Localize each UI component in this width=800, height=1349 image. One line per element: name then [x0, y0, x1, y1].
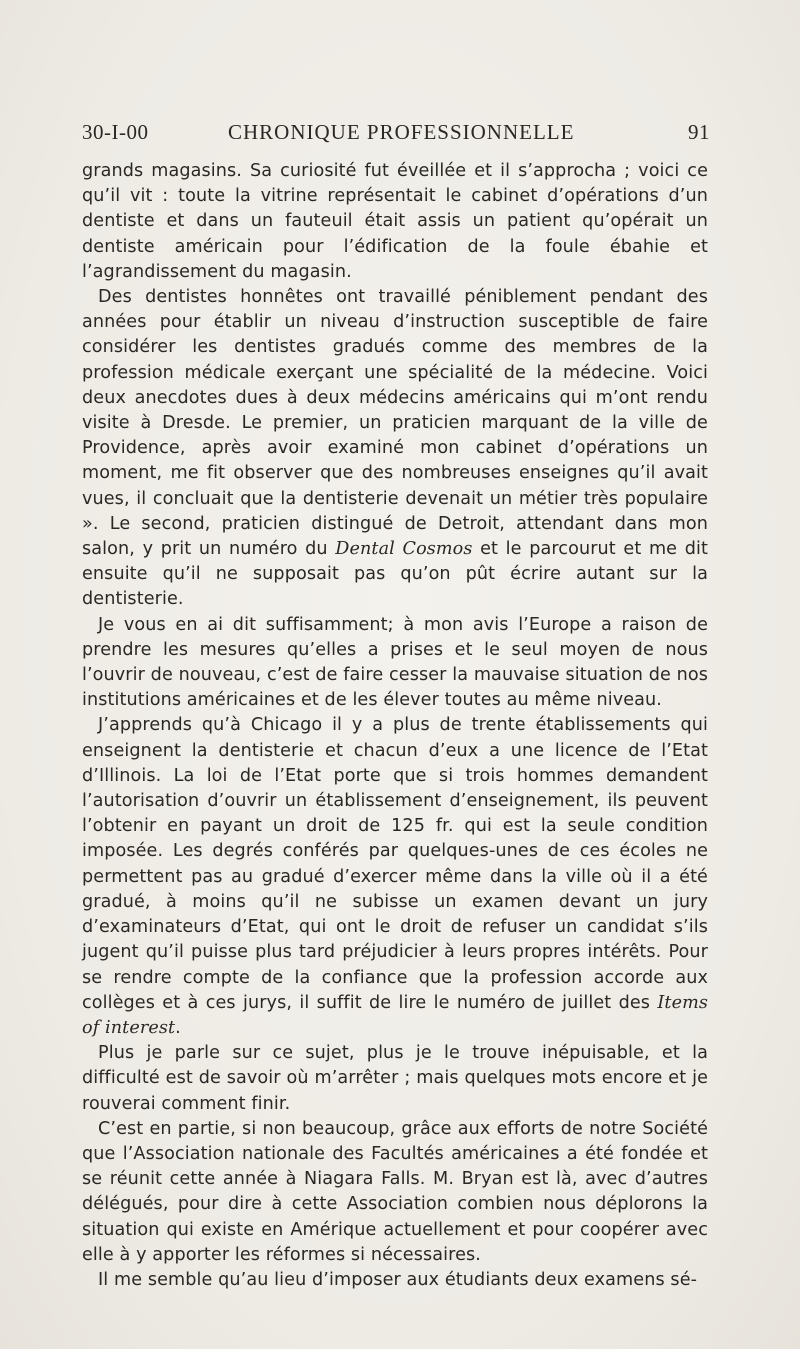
header-title: CHRONIQUE PROFESSIONNELLE [228, 120, 575, 144]
page-number: 91 [688, 120, 710, 144]
paragraph-2 [82, 285, 708, 613]
journal-title-dental-cosmos: Dental Cosmos [335, 539, 473, 560]
paragraph-2-text-after: et le parcourut et me dit ensuite qu’il ne supposait pas qu’on pût écrire autant sur la dentisterie. [82, 539, 708, 610]
paragraph-6: C’est en partie, si non beaucoup, grâce aux efforts de notre Société que l’Association nationale des Facultés américaines a été fondée et se réunit cette année à Niagara Falls. M. Bryan est là, avec d’autres délégués, pour dire à cette Association combien nous déplorons la situation qui existe en Amérique actuellement et pour coopérer avec elle à y apporter les réformes si nécessaires. [82, 1118, 708, 1265]
running-header [82, 120, 710, 150]
paragraph-5: Plus je parle sur ce sujet, plus je le trouve inépuisable, et la difficulté est de savoir où m’arrêter ; mais quelques mots encore et je rouverai comment finir. [82, 1043, 708, 1114]
paragraph-7: Il me semble qu’au lieu d’imposer aux étudiants deux examens sé- [98, 1269, 698, 1290]
paragraph-4-text-before: J’apprends qu’à Chicago il y a plus de trente établissements qui enseignent la dentisterie et chacun d’eux a une licence de l’Etat d’Illinois. La loi de l’Etat porte que si trois hommes demandent l’autorisation d’ouvrir un établissement d’enseignement, ils peuvent l’obtenir en payant un droit de 125 fr. qui est la seule condition imposée. Les degrés conférés par quelques-unes de ces écoles ne permettent pas au gradué d’exercer même dans la ville où il a été gradué, à moins qu’il ne subisse un examen devant un jury d’examinateurs d’Etat, qui ont le droit de refuser un candidat s’ils jugent qu’il puisse plus tard préjudicier à leurs propres intérêts. Pour se rendre compte de la confiance que la profession accorde aux collèges et à ces jurys, il suffit de lire le numéro de juillet des [82, 715, 708, 1013]
paragraph-4 [82, 713, 708, 1041]
header-date: 30-I-00 [82, 120, 149, 144]
paragraph-2-text-before: Des dentistes honnêtes ont travaillé péniblement pendant des années pour établir un niveau d’instruction susceptible de faire considérer les dentistes gradués comme des membres de la profession médicale exerçant une spécialité de la médecine. Voici deux anecdotes dues à deux médecins américains qui m’ont rendu visite à Dresde. Le premier, un praticien marquant de la ville de Providence, après avoir examiné mon cabinet d’opérations un moment, me fit observer que des nombreuses enseignes qu’il avait vues, il concluait que la dentisterie devenait un métier très populaire ». Le second, praticien distingué de Detroit, attendant dans mon salon, y prit un numéro du [82, 287, 708, 560]
paragraph-1: grands magasins. Sa curiosité fut éveillée et il s’approcha ; voici ce qu’il vit : toute la vitrine représentait le cabinet d’opérations d’un dentiste et dans un fauteuil était assis un patient qu’opérait un dentiste américain pour l’édification de la foule ébahie et l’agrandissement du magasin. [82, 161, 708, 282]
paragraph-3: Je vous en ai dit suffisamment; à mon avis l’Europe a raison de prendre les mesures qu’elles a prises et le seul moyen de nous l’ouvrir de nouveau, c’est de faire cesser la mauvaise situation de nos institutions américaines et de les élever toutes au même niveau. [82, 614, 708, 711]
journal-title-items-of-interest: Items of interest [82, 992, 708, 1038]
paragraph-4-text-after: . [175, 1017, 181, 1038]
article-body [82, 159, 708, 1293]
